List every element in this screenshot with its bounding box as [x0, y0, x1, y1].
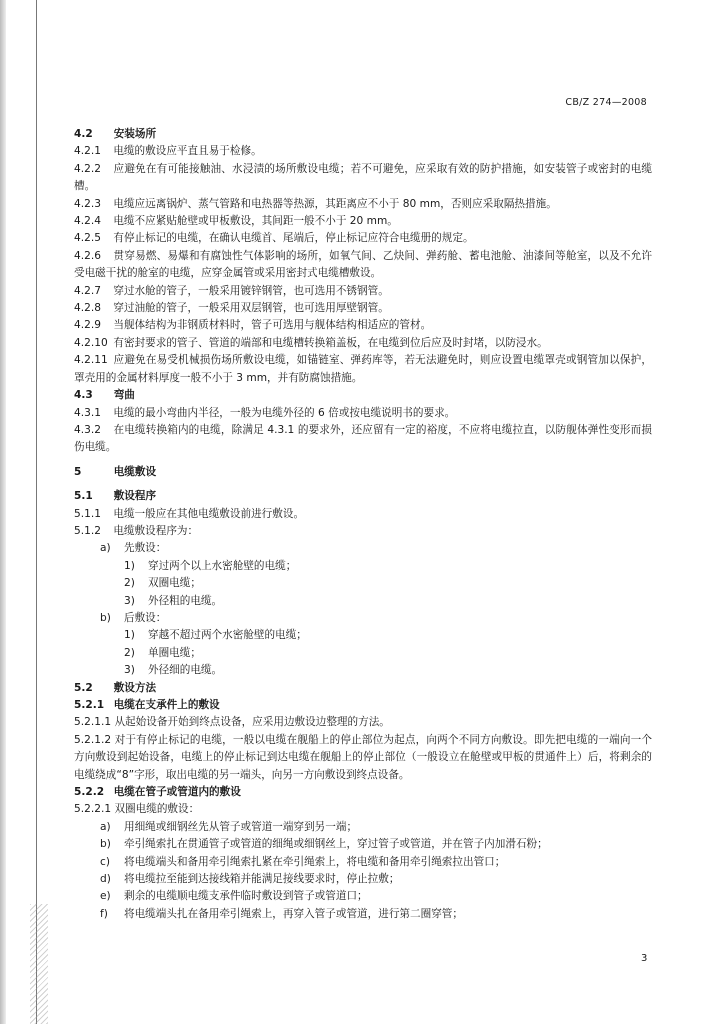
clause [74, 161, 652, 196]
clause-number: 5 [74, 465, 82, 478]
clause-text: 有密封要求的管子、管道的端部和电缆槽转换箱盖板，在电缆到位后应及时封堵，以防浸水。 [113, 336, 548, 349]
list-item [74, 540, 652, 557]
clause-text: 贯穿易燃、易爆和有腐蚀性气体影响的场所，如氧气间、乙炔间、弹药舱、蓄电池舱、油漆间等舱室，以及不允许受电磁干扰的舱室的电缆，应穿金属管或采用密封式电缆槽敷设。 [74, 249, 652, 280]
clause-text: 将电缆端头和备用牵引绳索扎紧在牵引绳索上，将电缆和备用牵引绳索拉出管口； [124, 855, 506, 868]
section-heading [74, 464, 652, 481]
clause-text: 外径粗的电缆。 [148, 594, 223, 607]
list-label: 1) [124, 629, 135, 642]
clause-text: 用细绳或细钢丝先从管子或管道一端穿到另一端； [124, 820, 358, 833]
spacer [74, 457, 652, 464]
clause-text: 电缆的最小弯曲内半径，一般为电缆外径的 6 倍或按电缆说明书的要求。 [113, 406, 456, 419]
clause-text: 双圈电缆的敷设： [114, 803, 200, 816]
document-body [74, 126, 652, 923]
clause-text: 电缆应远离锅炉、蒸气管路和电热器等热源，其距离应不小于 80 mm，否则应采取隔热措施。 [113, 197, 557, 210]
clause-text: 牵引绳索扎在贯通管子或管道的细绳或细钢丝上，穿过管子或管道，并在管子内加滑石粉； [124, 838, 548, 851]
clause-text: 双圈电缆； [148, 577, 201, 590]
list-label: b) [100, 611, 111, 624]
list-item [74, 558, 652, 575]
list-label: a) [100, 820, 111, 833]
clause-text: 对于有停止标记的电缆，一般以电缆在舰船上的停止部位为起点，向两个不同方向敷设。即先把电缆的一端向一个方向敷设到起始设备，电缆上的停止标记到达电缆在舰船上的停止部位（一般设立在舱壁或甲板的贯通件上）后，将剩余的电缆绕成“8”字形，取出电缆的另一端头，向另一方向敷设到终点设备。 [74, 733, 652, 781]
list-item [74, 819, 652, 836]
clause-number: 4.2.3 [74, 197, 101, 210]
clause [74, 405, 652, 422]
clause-text: 电缆在管子或管道内的敷设 [113, 786, 241, 799]
section-heading [74, 387, 652, 404]
clause-number: 5.2.1.2 [74, 733, 112, 746]
list-item [74, 906, 652, 923]
list-label: 1) [124, 559, 135, 572]
clause [74, 230, 652, 247]
list-item [74, 854, 652, 871]
clause-text: 电缆不应紧贴舱壁或甲板敷设，其间距一般不小于 20 mm。 [113, 215, 398, 228]
clause [74, 352, 652, 387]
clause-text: 从起始设备开始到终点设备，应采用边敷设边整理的方法。 [114, 716, 390, 729]
clause-text: 穿过油舱的管子，一般采用双层钢管，也可选用厚壁钢管。 [113, 302, 389, 315]
standard-code: CB/Z 274—2008 [565, 97, 647, 108]
clause-text: 先敷设： [124, 542, 167, 555]
clause-text: 弯曲 [113, 389, 135, 402]
list-label: a) [100, 542, 111, 555]
clause-text: 将电缆拉至能到达接线箱并能满足接线要求时，停止拉敷； [124, 873, 400, 886]
spacer [74, 481, 652, 488]
list-item [74, 575, 652, 592]
list-label: d) [100, 873, 111, 886]
list-item [74, 610, 652, 627]
clause-text: 外径细的电缆。 [148, 664, 223, 677]
list-item [74, 888, 652, 905]
clause-text: 后敷设： [124, 611, 167, 624]
list-label: f) [100, 907, 108, 920]
clause-number: 4.3 [74, 389, 93, 402]
clause-number: 4.2.4 [74, 215, 101, 228]
clause [74, 300, 652, 317]
clause-number: 5.2 [74, 681, 93, 694]
clause-text: 穿越不超过两个水密舱壁的电缆； [148, 629, 307, 642]
clause-number: 4.2 [74, 128, 93, 140]
clause-text: 穿过水舱的管子，一般采用镀锌钢管，也可选用不锈钢管。 [113, 284, 389, 297]
clause-text: 应避免在有可能接触油、水浸渍的场所敷设电缆；若不可避免，应采取有效的防护措施，如安装管子或密封的电缆槽。 [74, 162, 652, 193]
clause [74, 801, 652, 818]
clause-number: 5.1.2 [74, 524, 101, 537]
clause-text: 电缆的敷设应平直且易于检修。 [113, 145, 262, 158]
clause-number: 4.2.5 [74, 232, 101, 245]
clause-number: 4.2.1 [74, 145, 101, 158]
clause [74, 523, 652, 540]
scan-edge [0, 0, 6, 1024]
clause-number: 5.2.2.1 [74, 803, 112, 816]
clause-text: 穿过两个以上水密舱壁的电缆； [148, 559, 297, 572]
clause-text: 在电缆转换箱内的电缆，除满足 4.3.1 的要求外，还应留有一定的裕度，不应将电缆拉直，以防舰体弹性变形而损伤电缆。 [74, 423, 652, 454]
section-heading [74, 680, 652, 697]
list-item [74, 627, 652, 644]
clause-text: 安装场所 [113, 128, 157, 140]
clause-text: 电缆一般应在其他电缆敷设前进行敷设。 [113, 507, 305, 520]
list-label: e) [100, 890, 111, 903]
list-label: b) [100, 838, 111, 851]
clause-number: 5.1 [74, 490, 93, 503]
list-item [74, 593, 652, 610]
clause-number: 4.3.2 [74, 423, 101, 436]
list-item [74, 836, 652, 853]
clause [74, 196, 652, 213]
clause-text: 剩余的电缆顺电缆支承件临时敷设到管子或管道口； [124, 890, 368, 903]
clause-text: 当舰体结构为非钢质材料时，管子可选用与舰体结构相适应的管材。 [113, 319, 432, 332]
clause-number: 4.2.10 [74, 336, 108, 349]
clause [74, 506, 652, 523]
section-heading [74, 784, 652, 801]
clause-number: 4.2.7 [74, 284, 101, 297]
clause-number: 4.2.8 [74, 302, 101, 315]
clause-number: 4.2.2 [74, 162, 101, 175]
clause-text: 电缆在支承件上的敷设 [113, 699, 220, 711]
list-label: 2) [124, 577, 135, 590]
clause-number: 4.2.11 [74, 354, 108, 367]
list-label: c) [100, 855, 110, 868]
page-number: 3 [641, 953, 648, 964]
clause-number: 5.2.1.1 [74, 716, 112, 729]
clause [74, 714, 652, 731]
list-item [74, 645, 652, 662]
clause [74, 213, 652, 230]
clause-text: 单圈电缆； [148, 646, 201, 659]
clause-number: 4.2.6 [74, 249, 101, 262]
clause-text: 有停止标记的电缆，在确认电缆首、尾端后，停止标记应符合电缆册的规定。 [113, 232, 474, 245]
clause-number: 5.2.1 [74, 699, 105, 711]
clause-text: 电缆敷设程序为： [113, 524, 199, 537]
clause [74, 283, 652, 300]
clause-number: 5.1.1 [74, 507, 101, 520]
list-item [74, 871, 652, 888]
clause [74, 732, 652, 784]
clause-text: 敷设程序 [113, 490, 157, 503]
clause [74, 335, 652, 352]
scan-noise [30, 904, 48, 1024]
clause [74, 422, 652, 457]
clause-text: 敷设方法 [113, 681, 157, 694]
list-label: 3) [124, 594, 135, 607]
clause-text: 应避免在易受机械损伤场所敷设电缆，如锚链室、弹药库等，若无法避免时，则应设置电缆罩壳或钢管加以保护，罩壳用的金属材料厚度一般不小于 3 mm，并有防腐蚀措施。 [74, 354, 652, 384]
clause-text: 将电缆端头扎在备用牵引绳索上，再穿入管子或管道，进行第二圈穿管； [124, 907, 463, 920]
section-heading [74, 488, 652, 505]
list-label: 3) [124, 664, 135, 677]
clause-number: 5.2.2 [74, 786, 105, 799]
clause-number: 4.3.1 [74, 406, 101, 419]
section-heading [74, 126, 652, 143]
clause [74, 248, 652, 283]
list-item [74, 662, 652, 679]
clause [74, 317, 652, 334]
clause-number: 4.2.9 [74, 319, 101, 332]
section-heading [74, 697, 652, 714]
clause [74, 143, 652, 160]
list-label: 2) [124, 646, 135, 659]
clause-text: 电缆敷设 [113, 465, 157, 478]
scan-binding-line [36, 0, 37, 1024]
